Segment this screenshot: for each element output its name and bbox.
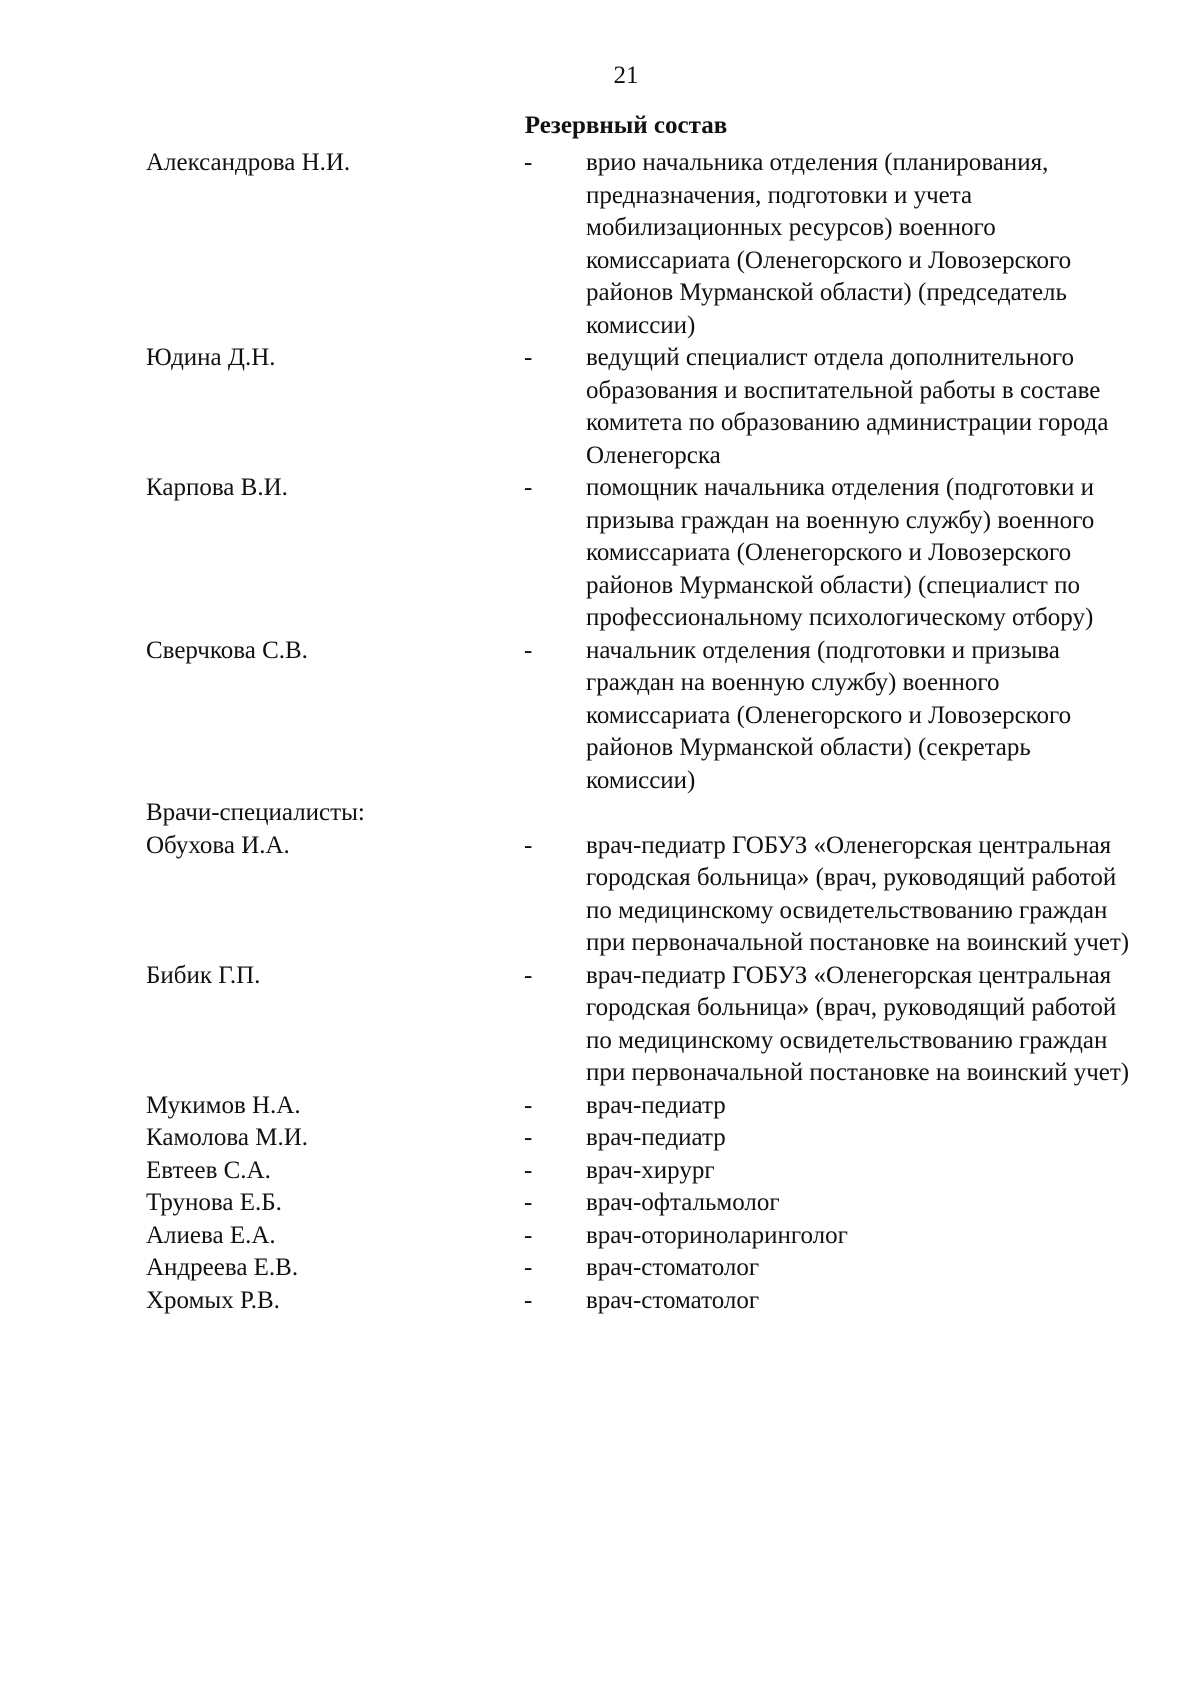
member-role: врач-офтальмолог [586, 1189, 780, 1216]
member-entry [0, 960, 1200, 1090]
member-entry [0, 1155, 1200, 1188]
member-entry [0, 1252, 1200, 1285]
member-role: врач-педиатр ГОБУЗ «Оленегорская центральная городская больница» (врач, руководящий работой по медицинскому освидетельствованию граждан при первоначальной постановке на воинский учет) [586, 831, 1130, 956]
member-name: Юдина Д.Н. [146, 344, 276, 371]
separator-dash: - [524, 1124, 533, 1151]
separator-dash: - [524, 831, 533, 859]
member-role: врач-педиатр [586, 1091, 726, 1119]
separator-dash: - [524, 474, 533, 501]
page-number: 21 [613, 62, 639, 89]
member-entry [0, 1090, 1200, 1123]
member-role: врач-хирург [586, 1156, 715, 1184]
member-entry [0, 1122, 1200, 1155]
member-name: Обухова И.А. [146, 831, 290, 859]
member-entry [0, 635, 1200, 798]
member-name: Камолова М.И. [146, 1124, 309, 1151]
member-entry [0, 1187, 1200, 1220]
member-name: Алиева Е.А. [146, 1221, 276, 1249]
member-role: врач-оториноларинголог [586, 1221, 848, 1249]
member-name: Трунова Е.Б. [146, 1189, 282, 1216]
member-entry [0, 147, 1200, 342]
separator-dash: - [524, 1189, 533, 1216]
member-role: врио начальника отделения (планирования, предназначения, подготовки и учета мобилизационных ресурсов) военного комиссариата (Оленегорского и Ловозерского районов Мурманской области) (председатель комиссии) [586, 149, 1072, 339]
separator-dash: - [524, 636, 533, 664]
member-name: Сверчкова С.В. [146, 636, 308, 664]
member-list [0, 147, 1200, 1317]
member-role: врач-педиатр ГОБУЗ «Оленегорская центральная городская больница» (врач, руководящий работой по медицинскому освидетельствованию граждан при первоначальной постановке на воинский учет) [586, 961, 1130, 1086]
member-entry [0, 830, 1200, 960]
member-name: Александрова Н.И. [146, 149, 351, 176]
member-role: врач-стоматолог [586, 1254, 760, 1281]
member-name: Хромых Р.В. [146, 1286, 280, 1314]
separator-dash: - [524, 344, 533, 371]
member-entry [0, 472, 1200, 635]
member-role: ведущий специалист отдела дополнительного образования и воспитательной работы в составе комитета по образованию администрации города Оленегорска [586, 344, 1109, 469]
separator-dash: - [524, 1091, 533, 1119]
member-name: Евтеев С.А. [146, 1156, 271, 1184]
member-role: врач-педиатр [586, 1124, 726, 1151]
member-name: Карпова В.И. [146, 474, 288, 501]
separator-dash: - [524, 961, 533, 989]
member-entry [0, 342, 1200, 472]
member-role: врач-стоматолог [586, 1286, 760, 1314]
separator-dash: - [524, 1221, 533, 1249]
section-heading: Резервный состав [524, 112, 728, 139]
separator-dash: - [524, 1254, 533, 1281]
member-name: Андреева Е.В. [146, 1254, 299, 1281]
member-entry [0, 1285, 1200, 1318]
member-entry [0, 1220, 1200, 1253]
doctors-section-label: Врачи-специалисты: [146, 799, 365, 826]
separator-dash: - [524, 1156, 533, 1184]
member-name: Мукимов Н.А. [146, 1091, 301, 1119]
separator-dash: - [524, 149, 533, 176]
member-role: начальник отделения (подготовки и призыва граждан на военную службу) военного комиссариата (Оленегорского и Ловозерского районов Мурманской области) (секретарь комиссии) [586, 636, 1072, 794]
member-name: Бибик Г.П. [146, 961, 261, 989]
member-role: помощник начальника отделения (подготовки и призыва граждан на военную службу) военного комиссариата (Оленегорского и Ловозерского районов Мурманской области) (специалист по профессиональному психологическому отбору) [586, 474, 1095, 631]
separator-dash: - [524, 1286, 533, 1314]
